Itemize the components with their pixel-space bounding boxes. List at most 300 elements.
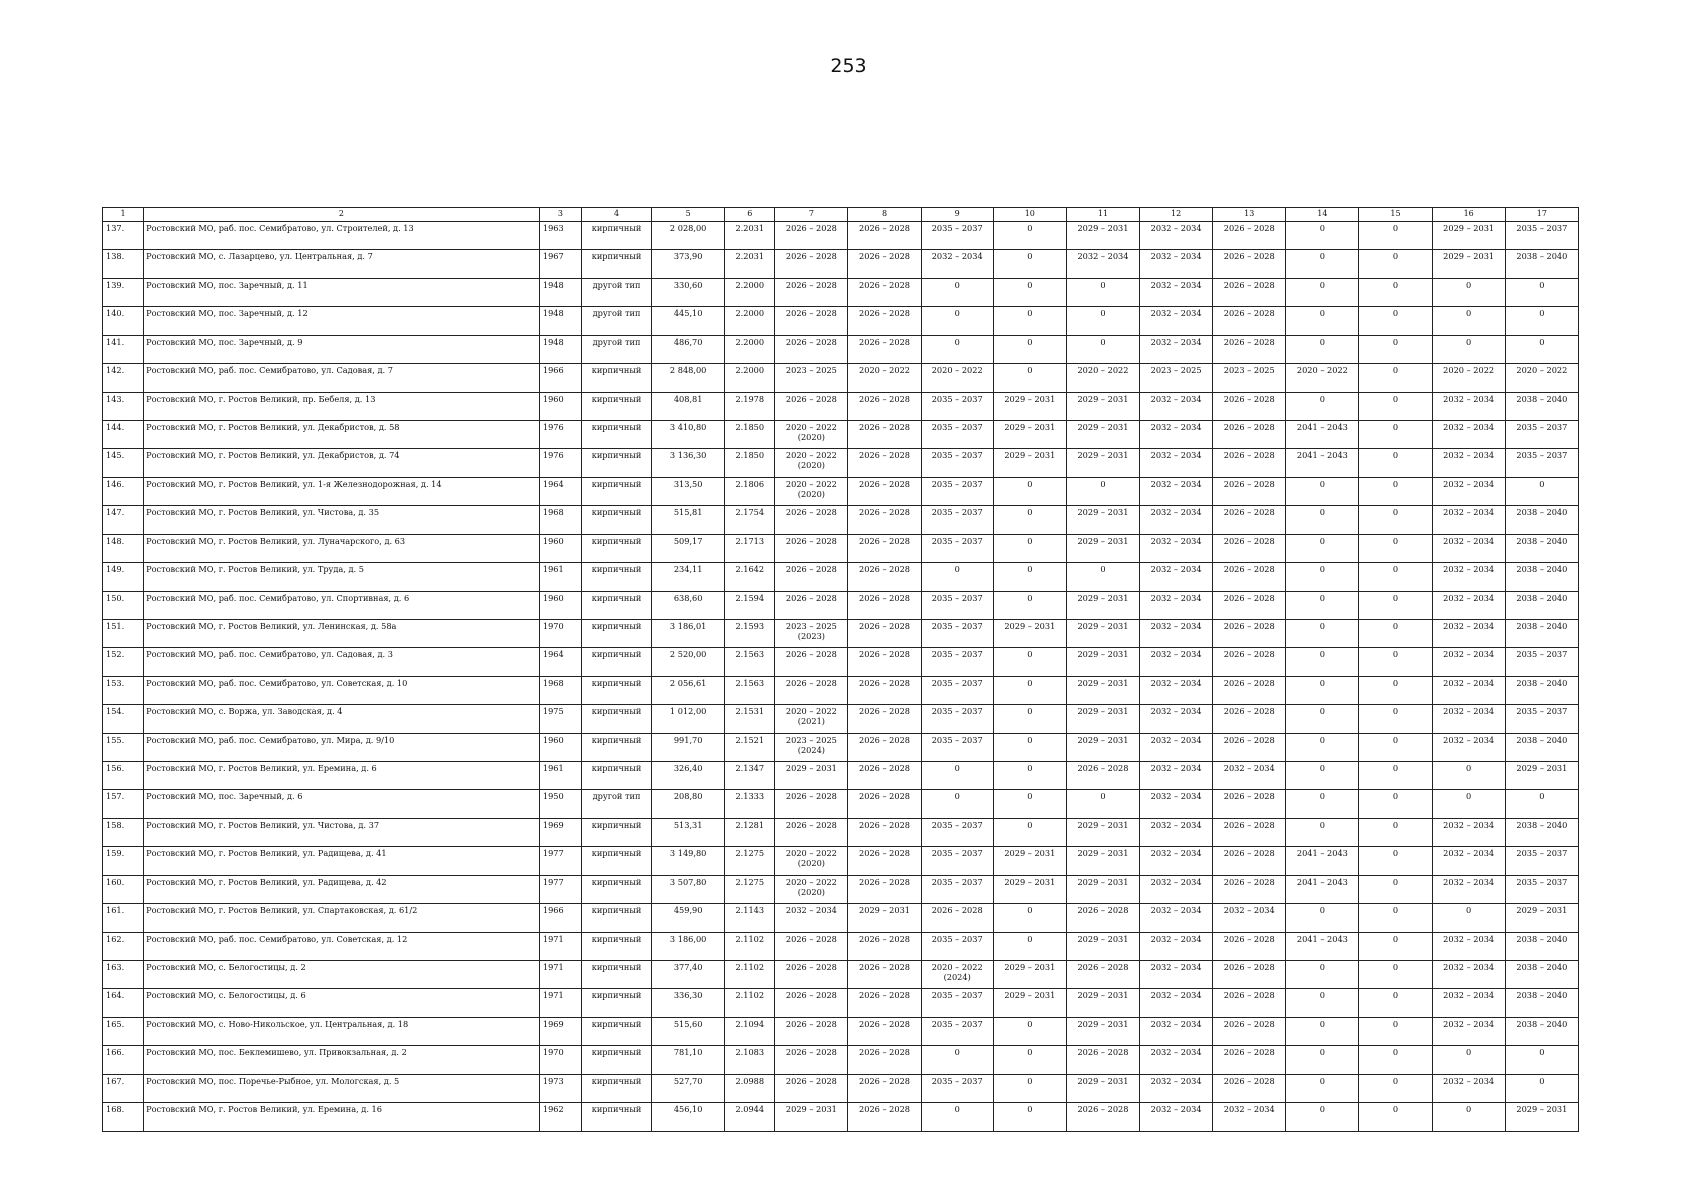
col14-cell [1286, 392, 1359, 420]
col11-cell [1066, 989, 1139, 1017]
col17-cell [1505, 449, 1578, 477]
col15-cell-value: 0 [1392, 507, 1399, 518]
col11-cell [1066, 960, 1139, 988]
address-cell-value: Ростовский МО, г. Ростов Великий, ул. Радищева, д. 41 [146, 848, 387, 859]
col16-cell [1432, 875, 1505, 903]
material-cell-value: кирпичный [591, 1047, 642, 1058]
table-row [103, 364, 1579, 392]
col11-cell-value: 2029 – 2031 [1077, 421, 1129, 432]
col17-cell [1505, 1046, 1578, 1074]
address-cell [144, 392, 540, 420]
row-number-value: 151. [106, 620, 125, 631]
col13-cell [1213, 1017, 1286, 1045]
area-cell-value: 3 149,80 [669, 848, 707, 859]
col13-cell [1213, 1103, 1286, 1132]
col8-cell-value: 2026 – 2028 [859, 393, 911, 404]
index-cell-value: 2.2000 [735, 279, 765, 290]
col16-cell-value: 2032 – 2034 [1443, 677, 1495, 688]
address-cell-value: Ростовский МО, раб. пос. Семибратово, ул. Советская, д. 12 [146, 933, 408, 944]
col17-cell-value: 2038 – 2040 [1516, 535, 1568, 546]
col11-cell [1066, 449, 1139, 477]
year-cell-value: 1968 [542, 677, 564, 688]
area-cell [652, 250, 725, 278]
address-cell [144, 477, 540, 505]
address-cell [144, 335, 540, 363]
row-number [103, 278, 144, 306]
col11-cell [1066, 250, 1139, 278]
material-cell-value: кирпичный [591, 734, 642, 745]
col14-cell [1286, 563, 1359, 591]
col11-cell [1066, 847, 1139, 875]
col7-cell-note: (2020) [797, 858, 826, 869]
col7-cell [775, 335, 848, 363]
material-cell [581, 1103, 651, 1132]
col7-cell [775, 619, 848, 647]
col15-cell-value: 0 [1392, 734, 1399, 745]
row-number-value: 163. [106, 961, 125, 972]
index-cell-value: 2.1333 [735, 791, 765, 802]
area-cell-value: 456,10 [673, 1104, 703, 1115]
col17-cell [1505, 506, 1578, 534]
col9-cell-value: 0 [954, 791, 960, 802]
year-cell-value: 1971 [542, 961, 564, 972]
col10-cell-value: 0 [1027, 791, 1033, 802]
area-cell-value: 3 507,80 [669, 876, 707, 887]
column-header-7: 7 [775, 208, 848, 222]
index-cell [725, 250, 775, 278]
address-cell [144, 904, 540, 932]
col10-cell-value: 0 [1027, 251, 1033, 262]
col8-cell [848, 449, 921, 477]
col8-cell-value: 2026 – 2028 [859, 819, 911, 830]
col7-cell-value: 2026 – 2028 [785, 507, 837, 518]
area-cell [652, 818, 725, 846]
col16-cell-value: 2020 – 2022 [1443, 365, 1495, 376]
col11-cell-value: 2029 – 2031 [1077, 620, 1129, 631]
table-row [103, 563, 1579, 591]
col9-cell [921, 790, 993, 818]
address-cell-value: Ростовский МО, г. Ростов Великий, ул. Декабристов, д. 74 [146, 450, 400, 461]
col12-cell-value: 2032 – 2034 [1150, 706, 1202, 717]
col13-cell-value: 2026 – 2028 [1223, 649, 1275, 660]
material-cell-value: кирпичный [591, 365, 642, 376]
material-cell [581, 847, 651, 875]
col16-cell [1432, 1074, 1505, 1102]
col17-cell-value: 2029 – 2031 [1516, 763, 1568, 774]
index-cell-value: 2.1281 [735, 819, 765, 830]
year-cell-value: 1948 [542, 336, 564, 347]
col13-cell-value: 2032 – 2034 [1223, 763, 1275, 774]
col15-cell-value: 0 [1392, 251, 1399, 262]
col8-cell-value: 2026 – 2028 [859, 535, 911, 546]
col14-cell [1286, 676, 1359, 704]
col15-cell-value: 0 [1392, 990, 1399, 1001]
area-cell-value: 515,81 [673, 507, 703, 518]
col12-cell [1140, 1046, 1213, 1074]
col17-cell [1505, 591, 1578, 619]
col14-cell-value: 0 [1319, 1018, 1325, 1029]
material-cell-value: кирпичный [591, 1018, 642, 1029]
col12-cell-value: 2032 – 2034 [1150, 393, 1202, 404]
col8-cell [848, 420, 921, 448]
address-cell-value: Ростовский МО, пос. Заречный, д. 6 [146, 791, 303, 802]
col7-cell-value: 2023 – 2025 [785, 734, 837, 745]
col8-cell-value: 2026 – 2028 [859, 507, 911, 518]
col14-cell [1286, 307, 1359, 335]
col14-cell-value: 0 [1319, 223, 1325, 234]
col10-cell [993, 307, 1066, 335]
index-cell [725, 1046, 775, 1074]
col17-cell [1505, 392, 1578, 420]
col11-cell [1066, 534, 1139, 562]
col12-cell-value: 2032 – 2034 [1150, 308, 1202, 319]
col9-cell-value: 2020 – 2022 [931, 365, 983, 376]
col10-cell-value: 0 [1027, 592, 1033, 603]
col10-cell [993, 847, 1066, 875]
col8-cell-value: 2026 – 2028 [859, 706, 911, 717]
col16-cell-value: 2032 – 2034 [1443, 620, 1495, 631]
col12-cell-value: 2032 – 2034 [1150, 1018, 1202, 1029]
col16-cell [1432, 250, 1505, 278]
col12-cell-value: 2032 – 2034 [1150, 763, 1202, 774]
area-cell [652, 307, 725, 335]
col13-cell-value: 2026 – 2028 [1223, 620, 1275, 631]
col15-cell [1359, 676, 1432, 704]
col8-cell [848, 989, 921, 1017]
area-cell [652, 1046, 725, 1074]
col14-cell-value: 0 [1319, 819, 1325, 830]
row-number [103, 449, 144, 477]
col10-cell [993, 506, 1066, 534]
col12-cell-value: 2032 – 2034 [1150, 564, 1202, 575]
col14-cell [1286, 420, 1359, 448]
col12-cell-value: 2032 – 2034 [1150, 1075, 1202, 1086]
year-cell [539, 506, 581, 534]
col15-cell-value: 0 [1392, 450, 1399, 461]
material-cell [581, 705, 651, 733]
col10-cell [993, 534, 1066, 562]
area-cell-value: 377,40 [673, 961, 703, 972]
year-cell-value: 1962 [542, 1104, 564, 1115]
col16-cell-value: 2032 – 2034 [1443, 990, 1495, 1001]
row-number-value: 137. [106, 223, 125, 234]
col11-cell [1066, 278, 1139, 306]
row-number-value: 168. [106, 1104, 125, 1115]
col11-cell-value: 2029 – 2031 [1077, 876, 1129, 887]
col15-cell [1359, 534, 1432, 562]
row-number-value: 144. [106, 421, 125, 432]
row-number-value: 153. [106, 677, 125, 688]
col10-cell-value: 2029 – 2031 [1004, 450, 1056, 461]
index-cell [725, 1017, 775, 1045]
address-cell-value: Ростовский МО, пос. Беклемишево, ул. Привокзальная, д. 2 [146, 1047, 407, 1058]
area-cell-value: 208,80 [673, 791, 703, 802]
table-row [103, 1046, 1579, 1074]
col11-cell-value: 2029 – 2031 [1077, 507, 1129, 518]
material-cell [581, 904, 651, 932]
col13-cell-value: 2026 – 2028 [1223, 564, 1275, 575]
col7-cell [775, 648, 848, 676]
col13-cell [1213, 989, 1286, 1017]
col16-cell [1432, 563, 1505, 591]
col10-cell [993, 278, 1066, 306]
col15-cell [1359, 733, 1432, 761]
col8-cell-value: 2026 – 2028 [859, 620, 911, 631]
col8-cell-value: 2026 – 2028 [859, 848, 911, 859]
year-cell-value: 1948 [542, 308, 564, 319]
material-cell-value: кирпичный [591, 961, 642, 972]
col14-cell-value: 0 [1319, 564, 1325, 575]
material-cell-value: кирпичный [591, 478, 642, 489]
col12-cell [1140, 278, 1213, 306]
table-row [103, 705, 1579, 733]
table-row [103, 278, 1579, 306]
index-cell-value: 2.1102 [735, 961, 765, 972]
col17-cell [1505, 762, 1578, 790]
col10-cell [993, 563, 1066, 591]
col9-cell [921, 1074, 993, 1102]
column-header-15: 15 [1359, 208, 1432, 222]
year-cell-value: 1977 [542, 848, 564, 859]
area-cell [652, 790, 725, 818]
col10-cell-value: 2029 – 2031 [1004, 848, 1056, 859]
col17-cell-value: 2035 – 2037 [1516, 421, 1568, 432]
year-cell-value: 1977 [542, 876, 564, 887]
col10-cell [993, 904, 1066, 932]
col11-cell [1066, 563, 1139, 591]
col11-cell [1066, 591, 1139, 619]
row-number-value: 166. [106, 1047, 125, 1058]
table-row [103, 762, 1579, 790]
col15-cell-value: 0 [1392, 336, 1399, 347]
col11-cell [1066, 392, 1139, 420]
col14-cell-value: 0 [1319, 1047, 1325, 1058]
col17-cell [1505, 989, 1578, 1017]
col14-cell-value: 0 [1319, 734, 1325, 745]
col12-cell-value: 2032 – 2034 [1150, 223, 1202, 234]
table-row [103, 222, 1579, 250]
page-number: 253 [830, 55, 867, 77]
col15-cell-value: 0 [1392, 1047, 1399, 1058]
col16-cell [1432, 591, 1505, 619]
col7-cell [775, 250, 848, 278]
col15-cell-value: 0 [1392, 1075, 1399, 1086]
address-cell-value: Ростовский МО, с. Белогостицы, д. 6 [146, 990, 306, 1001]
col11-cell [1066, 1103, 1139, 1132]
col8-cell-value: 2026 – 2028 [859, 450, 911, 461]
col7-cell-value: 2026 – 2028 [785, 564, 837, 575]
col7-cell [775, 563, 848, 591]
col17-cell-value: 2038 – 2040 [1516, 564, 1568, 575]
address-cell [144, 762, 540, 790]
col16-cell [1432, 619, 1505, 647]
col7-cell-value: 2026 – 2028 [785, 933, 837, 944]
col8-cell [848, 790, 921, 818]
col13-cell-value: 2026 – 2028 [1223, 734, 1275, 745]
col13-cell-value: 2026 – 2028 [1223, 223, 1275, 234]
col9-cell-value: 2035 – 2037 [931, 677, 983, 688]
index-cell [725, 335, 775, 363]
address-cell-value: Ростовский МО, пос. Заречный, д. 12 [146, 308, 308, 319]
table-row [103, 818, 1579, 846]
col10-cell-value: 0 [1027, 819, 1033, 830]
col9-cell [921, 506, 993, 534]
col8-cell-value: 2026 – 2028 [859, 478, 911, 489]
index-cell [725, 818, 775, 846]
address-cell-value: Ростовский МО, г. Ростов Великий, ул. 1-я Железнодорожная, д. 14 [146, 478, 442, 489]
col7-cell-value: 2026 – 2028 [785, 251, 837, 262]
col15-cell [1359, 563, 1432, 591]
col8-cell-value: 2029 – 2031 [859, 905, 911, 916]
col13-cell-value: 2026 – 2028 [1223, 791, 1275, 802]
col8-cell-value: 2026 – 2028 [859, 592, 911, 603]
col10-cell [993, 591, 1066, 619]
col12-cell [1140, 705, 1213, 733]
col15-cell-value: 0 [1392, 620, 1399, 631]
col12-cell-value: 2023 – 2025 [1150, 365, 1202, 376]
address-cell-value: Ростовский МО, г. Ростов Великий, ул. Радищева, д. 42 [146, 876, 387, 887]
col13-cell-value: 2026 – 2028 [1223, 848, 1275, 859]
col13-cell [1213, 392, 1286, 420]
col11-cell-value: 2029 – 2031 [1077, 393, 1129, 404]
index-cell [725, 619, 775, 647]
column-header-14: 14 [1286, 208, 1359, 222]
column-header-5: 5 [652, 208, 725, 222]
col7-cell-value: 2023 – 2025 [785, 620, 837, 631]
row-number-value: 149. [106, 564, 125, 575]
col12-cell-value: 2032 – 2034 [1150, 734, 1202, 745]
col8-cell [848, 960, 921, 988]
col9-cell [921, 676, 993, 704]
material-cell [581, 762, 651, 790]
col17-cell-value: 2038 – 2040 [1516, 393, 1568, 404]
row-number-value: 167. [106, 1075, 125, 1086]
index-cell-value: 2.2000 [735, 336, 765, 347]
col9-cell-value: 2035 – 2037 [931, 421, 983, 432]
col16-cell [1432, 335, 1505, 363]
col13-cell-value: 2026 – 2028 [1223, 1075, 1275, 1086]
row-number [103, 534, 144, 562]
col9-cell [921, 477, 993, 505]
col14-cell-value: 0 [1319, 905, 1325, 916]
address-cell-value: Ростовский МО, г. Ростов Великий, ул. Чистова, д. 35 [146, 507, 380, 518]
col15-cell-value: 0 [1392, 848, 1399, 859]
col17-cell [1505, 1017, 1578, 1045]
col16-cell-value: 2032 – 2034 [1443, 507, 1495, 518]
col13-cell [1213, 790, 1286, 818]
material-cell [581, 392, 651, 420]
col13-cell [1213, 762, 1286, 790]
col13-cell [1213, 449, 1286, 477]
address-cell-value: Ростовский МО, г. Ростов Великий, ул. Еремина, д. 16 [146, 1104, 382, 1115]
col7-cell [775, 534, 848, 562]
row-number [103, 989, 144, 1017]
col11-cell-value: 2026 – 2028 [1077, 1104, 1129, 1115]
col12-cell [1140, 762, 1213, 790]
col10-cell [993, 875, 1066, 903]
col10-cell [993, 1074, 1066, 1102]
col15-cell-value: 0 [1392, 819, 1399, 830]
address-cell-value: Ростовский МО, с. Белогостицы, д. 2 [146, 961, 306, 972]
material-cell-value: кирпичный [591, 421, 642, 432]
year-cell [539, 1103, 581, 1132]
col9-cell-value: 2035 – 2037 [931, 535, 983, 546]
material-cell-value: кирпичный [591, 450, 642, 461]
col13-cell [1213, 420, 1286, 448]
material-cell-value: кирпичный [591, 677, 642, 688]
address-cell-value: Ростовский МО, раб. пос. Семибратово, ул. Спортивная, д. 6 [146, 592, 410, 603]
address-cell-value: Ростовский МО, г. Ростов Великий, ул. Чистова, д. 37 [146, 819, 380, 830]
address-cell-value: Ростовский МО, пос. Заречный, д. 11 [146, 279, 308, 290]
col12-cell-value: 2032 – 2034 [1150, 876, 1202, 887]
col15-cell-value: 0 [1392, 763, 1399, 774]
col10-cell [993, 989, 1066, 1017]
col8-cell-value: 2026 – 2028 [859, 763, 911, 774]
col8-cell-value: 2026 – 2028 [859, 649, 911, 660]
col7-cell-value: 2026 – 2028 [785, 592, 837, 603]
col16-cell [1432, 278, 1505, 306]
col16-cell [1432, 676, 1505, 704]
address-cell [144, 250, 540, 278]
col14-cell [1286, 989, 1359, 1017]
address-cell-value: Ростовский МО, г. Ростов Великий, ул. Еремина, д. 6 [146, 763, 377, 774]
col10-cell [993, 335, 1066, 363]
col13-cell-value: 2026 – 2028 [1223, 535, 1275, 546]
material-cell-value: кирпичный [591, 564, 642, 575]
col8-cell [848, 506, 921, 534]
index-cell [725, 705, 775, 733]
year-cell-value: 1973 [542, 1075, 564, 1086]
material-cell [581, 1074, 651, 1102]
col9-cell-value: 0 [954, 308, 960, 319]
index-cell-value: 2.1593 [735, 620, 765, 631]
col15-cell [1359, 1046, 1432, 1074]
index-cell-value: 2.1102 [735, 933, 765, 944]
col7-cell-value: 2032 – 2034 [785, 905, 837, 916]
address-cell-value: Ростовский МО, г. Ростов Великий, ул. Спартаковская, д. 61/2 [146, 905, 418, 916]
table-row [103, 591, 1579, 619]
year-cell [539, 790, 581, 818]
material-cell [581, 364, 651, 392]
col16-cell-value: 2032 – 2034 [1443, 819, 1495, 830]
col15-cell-value: 0 [1392, 905, 1399, 916]
row-number-value: 141. [106, 336, 125, 347]
col16-cell-value: 2032 – 2034 [1443, 933, 1495, 944]
address-cell [144, 1017, 540, 1045]
area-cell-value: 509,17 [673, 535, 703, 546]
col15-cell-value: 0 [1392, 961, 1399, 972]
col10-cell-value: 0 [1027, 365, 1033, 376]
col8-cell [848, 364, 921, 392]
year-cell [539, 392, 581, 420]
year-cell-value: 1966 [542, 905, 564, 916]
table-row [103, 392, 1579, 420]
col15-cell-value: 0 [1392, 393, 1399, 404]
col7-cell [775, 1074, 848, 1102]
col16-cell-value: 2032 – 2034 [1443, 450, 1495, 461]
col13-cell-value: 2026 – 2028 [1223, 421, 1275, 432]
col12-cell-value: 2032 – 2034 [1150, 620, 1202, 631]
address-cell [144, 563, 540, 591]
col7-cell [775, 676, 848, 704]
col14-cell-value: 2041 – 2043 [1296, 450, 1348, 461]
col17-cell [1505, 307, 1578, 335]
col9-cell-value: 0 [954, 763, 960, 774]
row-number [103, 591, 144, 619]
col10-cell [993, 1103, 1066, 1132]
area-cell-value: 445,10 [673, 308, 703, 319]
table-row [103, 449, 1579, 477]
